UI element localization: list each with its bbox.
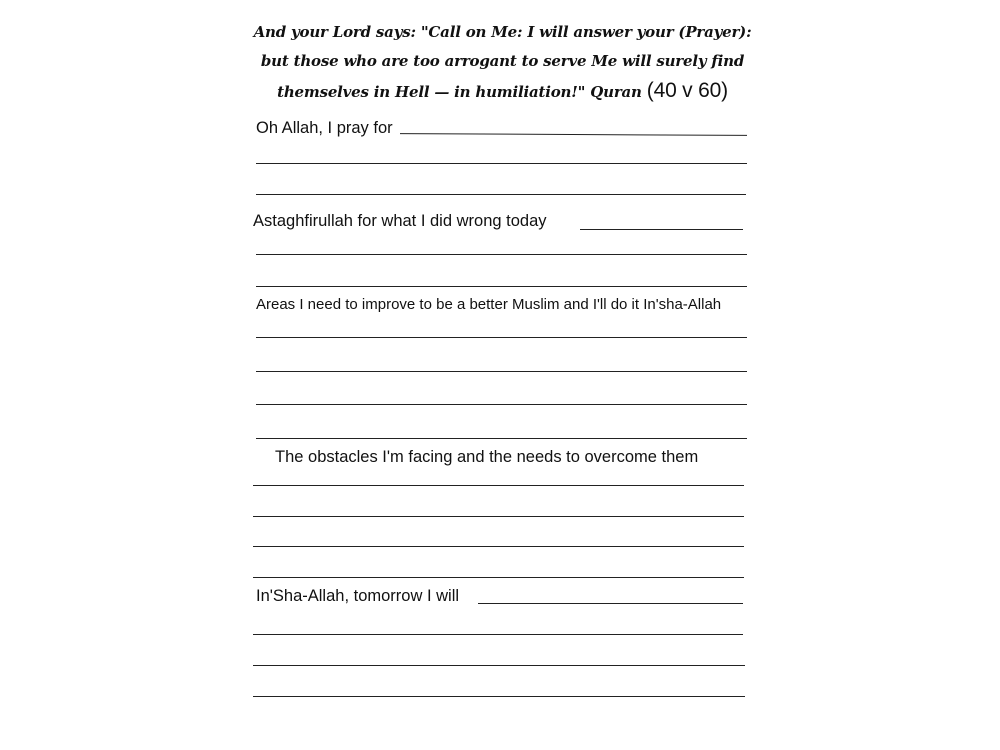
write-line[interactable] [256, 194, 746, 195]
write-line[interactable] [256, 254, 747, 255]
write-line[interactable] [253, 516, 744, 517]
write-line[interactable] [253, 696, 745, 697]
write-line[interactable] [253, 665, 745, 666]
write-line[interactable] [478, 603, 743, 604]
section-label-obstacles: The obstacles I'm facing and the needs to overcome them [275, 448, 699, 466]
quote-text: And your Lord says: "Call on Me: I will answer your (Prayer): but those who are too arrogant to serve Me will surely find themselves in Hell — in humiliation!" Quran [253, 23, 752, 101]
write-line[interactable] [256, 404, 747, 405]
write-line[interactable] [256, 163, 747, 164]
write-line[interactable] [253, 577, 744, 578]
quran-quote [245, 18, 760, 107]
write-line[interactable] [256, 371, 747, 372]
section-label-tomorrow: In'Sha-Allah, tomorrow I will [256, 587, 460, 605]
section-label-astaghfirullah: Astaghfirullah for what I did wrong today [253, 212, 547, 230]
write-line[interactable] [253, 485, 744, 486]
write-line[interactable] [580, 229, 743, 230]
section-label-pray-for: Oh Allah, I pray for [256, 119, 393, 137]
write-line[interactable] [256, 438, 747, 439]
section-label-improve: Areas I need to improve to be a better Muslim and I'll do it In'sha-Allah [256, 296, 722, 313]
quote-reference: (40 v 60) [646, 79, 728, 102]
write-line[interactable] [256, 286, 747, 287]
write-line[interactable] [253, 634, 743, 635]
write-line[interactable] [256, 337, 747, 338]
write-line[interactable] [400, 133, 747, 136]
write-line[interactable] [253, 546, 744, 547]
